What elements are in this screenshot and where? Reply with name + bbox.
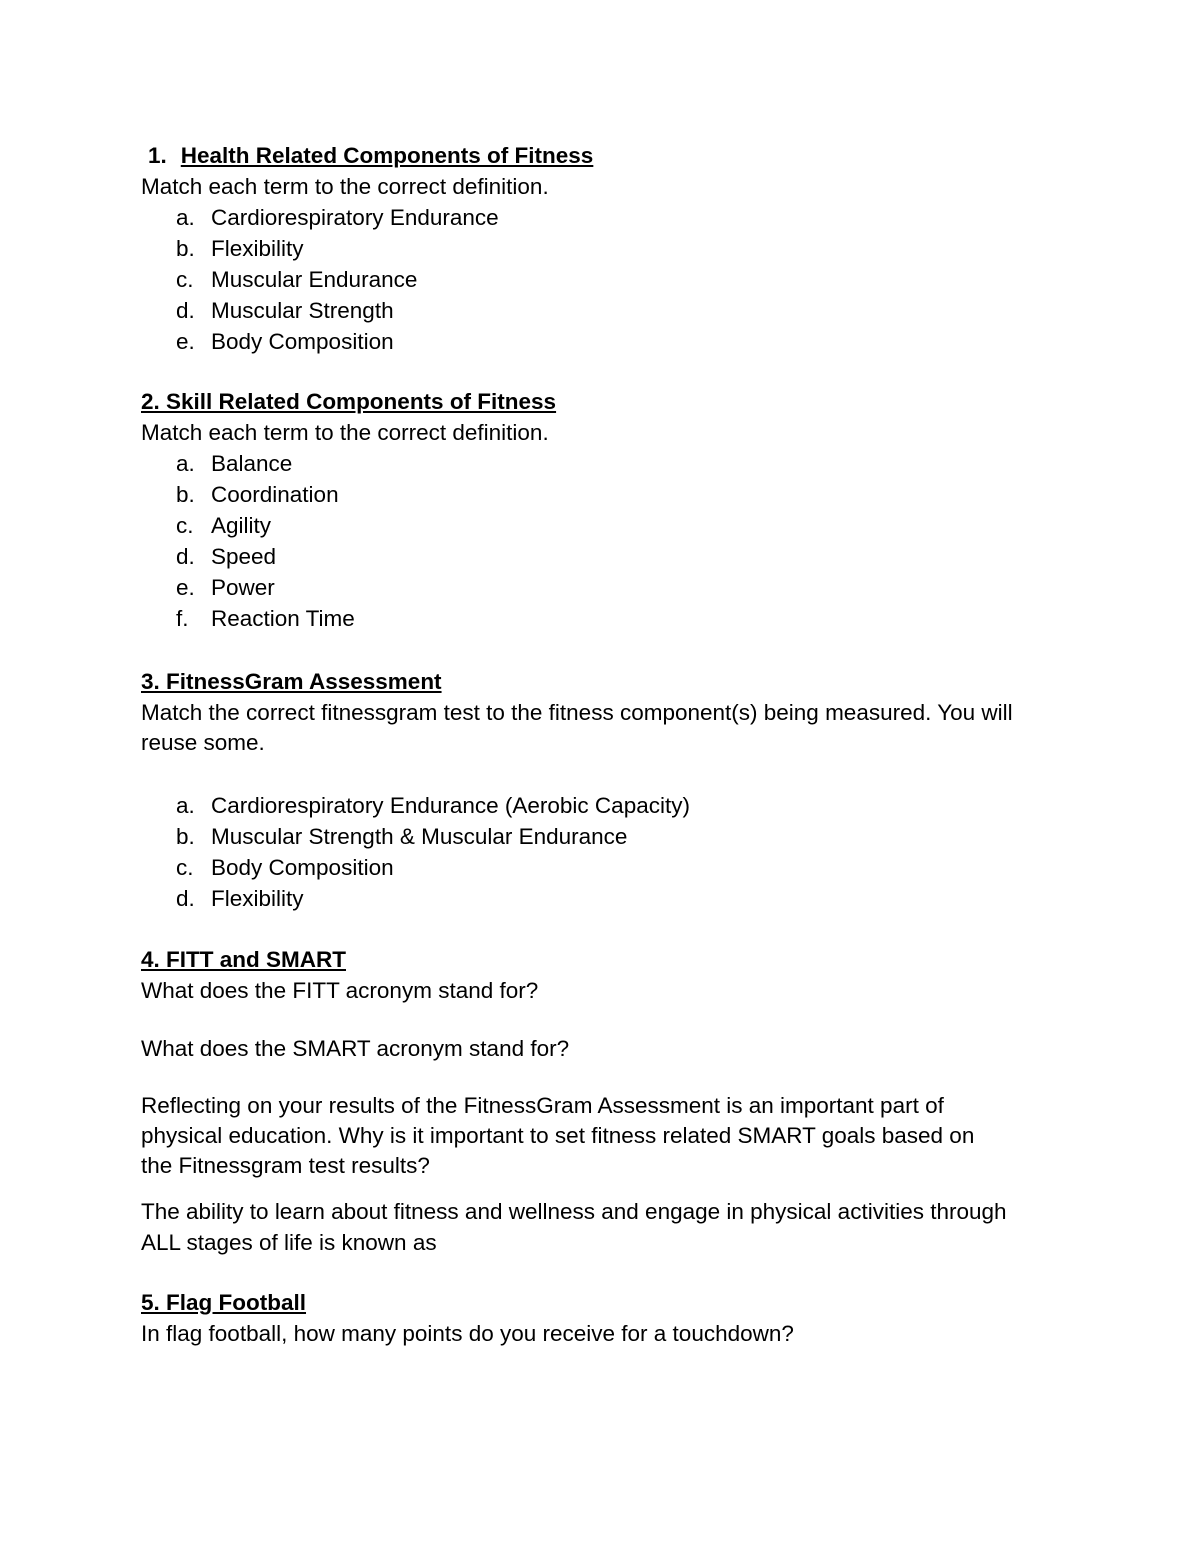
list-item-text: Body Composition <box>211 855 394 880</box>
list-marker: d. <box>176 298 195 323</box>
list-item <box>141 233 1061 264</box>
section-5 <box>141 1287 1061 1349</box>
list-item <box>141 603 1061 634</box>
smart-goals-question <box>141 1091 1061 1181</box>
list-item-text: Muscular Endurance <box>211 267 418 292</box>
section-4-heading: 4. FITT and SMART <box>141 947 346 972</box>
list-item-text: Reaction Time <box>211 606 355 631</box>
list-item <box>141 264 1061 295</box>
list-item <box>141 821 1061 852</box>
section-5-heading: 5. Flag Football <box>141 1290 307 1315</box>
list-item-text: Coordination <box>211 482 339 507</box>
list-marker: c. <box>176 267 194 292</box>
list-item-text: Flexibility <box>211 886 304 911</box>
smart-goals-question-line: physical education. Why is it important to set fitness related SMART goals based on <box>141 1123 975 1148</box>
list-item <box>141 326 1061 357</box>
list-marker: b. <box>176 482 195 507</box>
smart-goals-question-line: Reflecting on your results of the FitnessGram Assessment is an important part of <box>141 1093 944 1118</box>
list-marker: e. <box>176 575 195 600</box>
list-item <box>141 883 1061 914</box>
section-1 <box>141 140 1061 357</box>
list-marker: f. <box>176 606 189 631</box>
section-1-heading <box>141 140 1061 171</box>
section-2-instruction: Match each term to the correct definition. <box>141 420 549 445</box>
list-item <box>141 852 1061 883</box>
list-item <box>141 202 1061 233</box>
list-item-text: Agility <box>211 513 272 538</box>
list-item-text: Power <box>211 575 275 600</box>
list-marker: d. <box>176 886 195 911</box>
lifelong-fitness-question-line: ALL stages of life is known as <box>141 1230 437 1255</box>
list-item-text: Muscular Strength <box>211 298 394 323</box>
list-item <box>141 510 1061 541</box>
list-item-text: Muscular Strength & Muscular Endurance <box>211 824 628 849</box>
lifelong-fitness-question <box>141 1196 1061 1258</box>
list-item <box>141 295 1061 326</box>
list-marker: a. <box>176 205 195 230</box>
list-item-text: Body Composition <box>211 329 394 354</box>
section-3-list <box>141 790 1061 914</box>
smart-question: What does the SMART acronym stand for? <box>141 1036 570 1061</box>
flag-football-question: In flag football, how many points do you receive for a touchdown? <box>141 1321 794 1346</box>
section-1-title: Health Related Components of Fitness <box>180 143 594 168</box>
section-2 <box>141 386 1061 634</box>
list-marker: b. <box>176 824 195 849</box>
smart-goals-question-line: the Fitnessgram test results? <box>141 1153 430 1178</box>
list-item-text: Speed <box>211 544 277 569</box>
list-marker: c. <box>176 855 194 880</box>
list-item <box>141 448 1061 479</box>
section-3-heading: 3. FitnessGram Assessment <box>141 669 442 694</box>
list-item-text: Cardiorespiratory Endurance (Aerobic Capacity) <box>211 793 690 818</box>
section-2-list <box>141 448 1061 634</box>
section-3-instruction: Match the correct fitnessgram test to the fitness component(s) being measured. You will reuse some. <box>141 700 1013 755</box>
list-item <box>141 479 1061 510</box>
list-item <box>141 541 1061 572</box>
section-4 <box>141 944 1061 1258</box>
section-1-number: 1. <box>148 143 167 168</box>
fitt-question: What does the FITT acronym stand for? <box>141 978 539 1003</box>
list-item <box>141 572 1061 603</box>
list-marker: e. <box>176 329 195 354</box>
list-marker: a. <box>176 793 195 818</box>
section-1-instruction: Match each term to the correct definition. <box>141 174 549 199</box>
list-marker: c. <box>176 513 194 538</box>
list-marker: b. <box>176 236 195 261</box>
list-item <box>141 790 1061 821</box>
lifelong-fitness-question-line: The ability to learn about fitness and wellness and engage in physical activities through <box>141 1199 1007 1224</box>
section-3 <box>141 666 1061 914</box>
list-marker: d. <box>176 544 195 569</box>
list-item-text: Cardiorespiratory Endurance <box>211 205 499 230</box>
section-2-heading: 2. Skill Related Components of Fitness <box>141 389 557 414</box>
list-item-text: Flexibility <box>211 236 304 261</box>
list-item-text: Balance <box>211 451 293 476</box>
section-1-list <box>141 202 1061 357</box>
list-marker: a. <box>176 451 195 476</box>
